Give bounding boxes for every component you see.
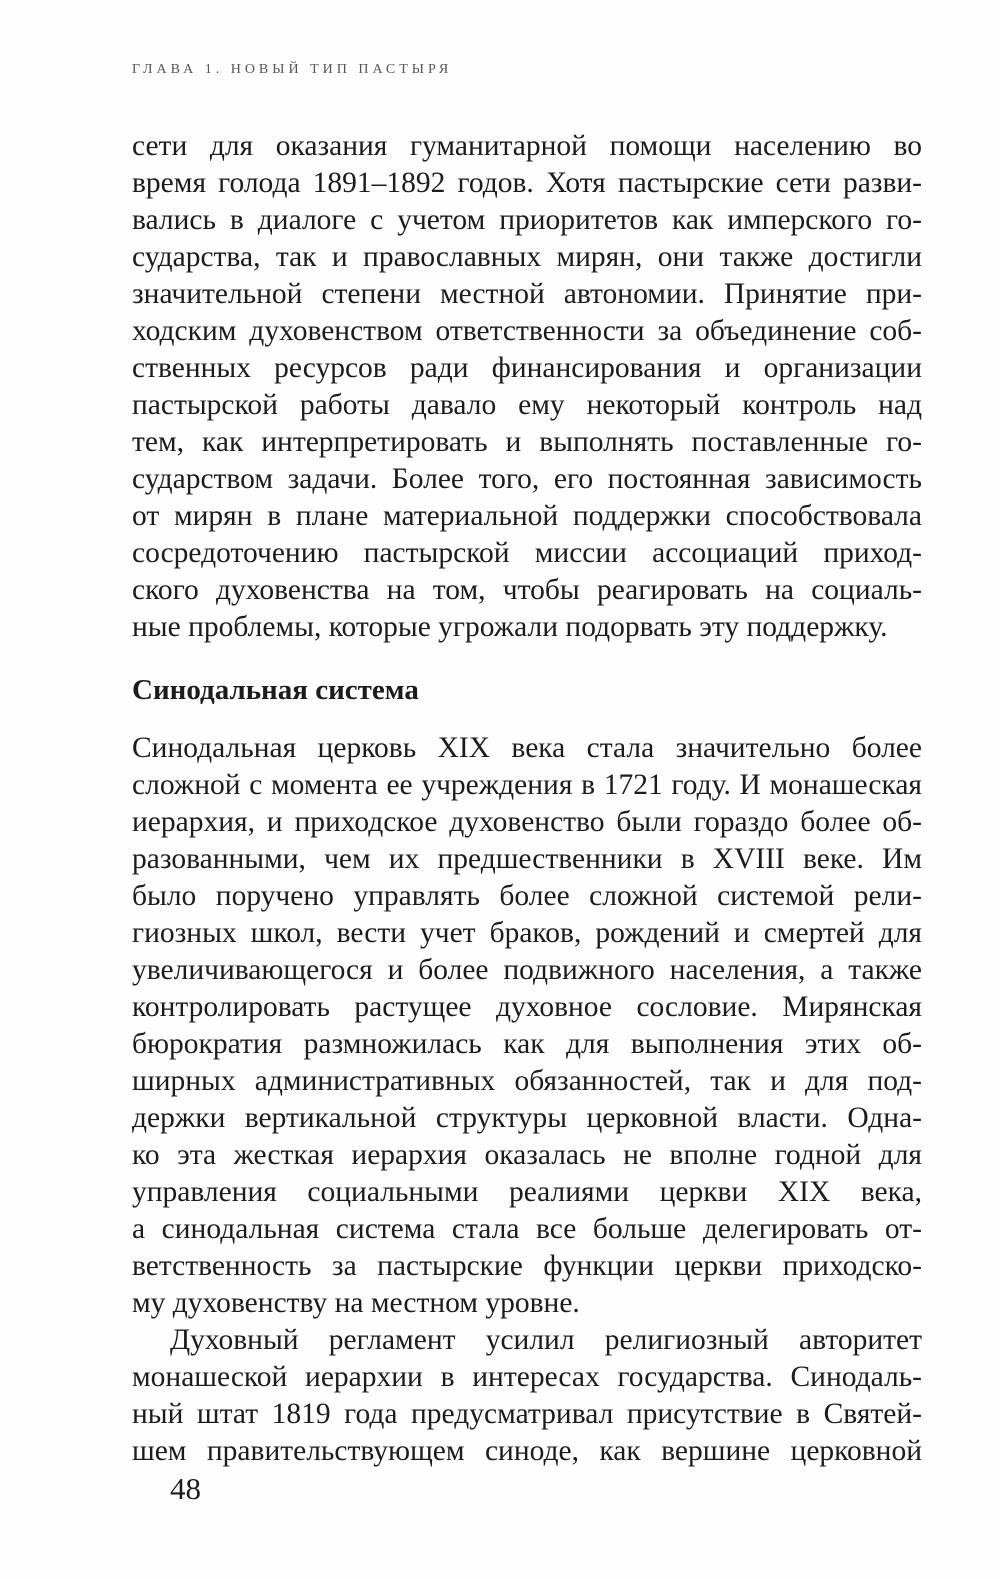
text-line: монашеской иерархии в интересах государства. Синодаль- <box>132 1361 922 1393</box>
text-line: пастырской работы давало ему некоторый контроль над <box>132 389 922 421</box>
text-line: ственных ресурсов ради финансирования и организации <box>132 352 922 384</box>
paragraph-2 <box>132 730 922 1322</box>
text-line: сосредоточению пастырской миссии ассоциаций приход- <box>132 537 922 569</box>
text-line: ный штат 1819 года предусматривал присутствие в Святей- <box>132 1398 922 1430</box>
text-line: ского духовенства на том, чтобы реагировать на социаль- <box>132 574 922 606</box>
text-line: значительной степени местной автономии. Принятие при- <box>132 278 922 310</box>
paragraph-3 <box>132 1322 922 1470</box>
text-line: держки вертикальной структуры церковной власти. Одна- <box>132 1102 922 1134</box>
text-line: ветственность за пастырские функции церкви приходско- <box>132 1250 922 1282</box>
text-line: иерархия, и приходское духовенство были гораздо более об- <box>132 806 922 838</box>
page-number: 48 <box>170 1471 201 1506</box>
text-line: бюрократия размножилась как для выполнения этих об- <box>132 1028 922 1060</box>
text-line: контролировать растущее духовное сословие. Мирянская <box>132 991 922 1023</box>
text-line: Синодальная церковь XIX века стала значительно более <box>132 732 922 764</box>
text-line: от мирян в плане материальной поддержки способствовала <box>132 500 922 532</box>
text-line: ные проблемы, которые угрожали подорвать эту поддержку. <box>132 611 888 643</box>
text-line: Духовный регламент усилил религиозный авторитет <box>170 1324 922 1356</box>
section-heading: Синодальная система <box>132 674 419 706</box>
text-line: сударством задачи. Более того, его постоянная зависимость <box>132 463 922 495</box>
text-line: ходским духовенством ответственности за объединение соб- <box>132 315 922 347</box>
text-line: тем, как интерпретировать и выполнять поставленные го- <box>132 426 922 458</box>
text-line: время голода 1891–1892 годов. Хотя пастырские сети разви- <box>132 167 922 199</box>
text-line: ко эта жесткая иерархия оказалась не вполне годной для <box>132 1139 922 1171</box>
text-line: шем правительствующем синоде, как вершине церковной <box>132 1435 922 1467</box>
text-line: ширных административных обязанностей, так и для под- <box>132 1065 922 1097</box>
text-line: сударства, так и православных мирян, они также достигли <box>132 241 922 273</box>
text-line: сложной с момента ее учреждения в 1721 году. И монашеская <box>132 769 922 801</box>
text-line: управления социальными реалиями церкви XIX века, <box>132 1176 922 1208</box>
text-line: му духовенству на местном уровне. <box>132 1287 580 1319</box>
text-line: а синодальная система стала все больше делегировать от- <box>132 1213 922 1245</box>
text-line: было поручено управлять более сложной системой рели- <box>132 880 922 912</box>
paragraph-1 <box>132 128 922 646</box>
text-line: разованными, чем их предшественники в XVIII веке. Им <box>132 843 922 875</box>
text-line: сети для оказания гуманитарной помощи населению во <box>132 130 922 162</box>
text-line: увеличивающегося и более подвижного населения, а также <box>132 954 922 986</box>
text-line: гиозных школ, вести учет браков, рождений и смертей для <box>132 917 922 949</box>
running-head: ГЛАВА 1. НОВЫЙ ТИП ПАСТЫРЯ <box>132 62 453 77</box>
text-line: вались в диалоге с учетом приоритетов как имперского го- <box>132 204 922 236</box>
